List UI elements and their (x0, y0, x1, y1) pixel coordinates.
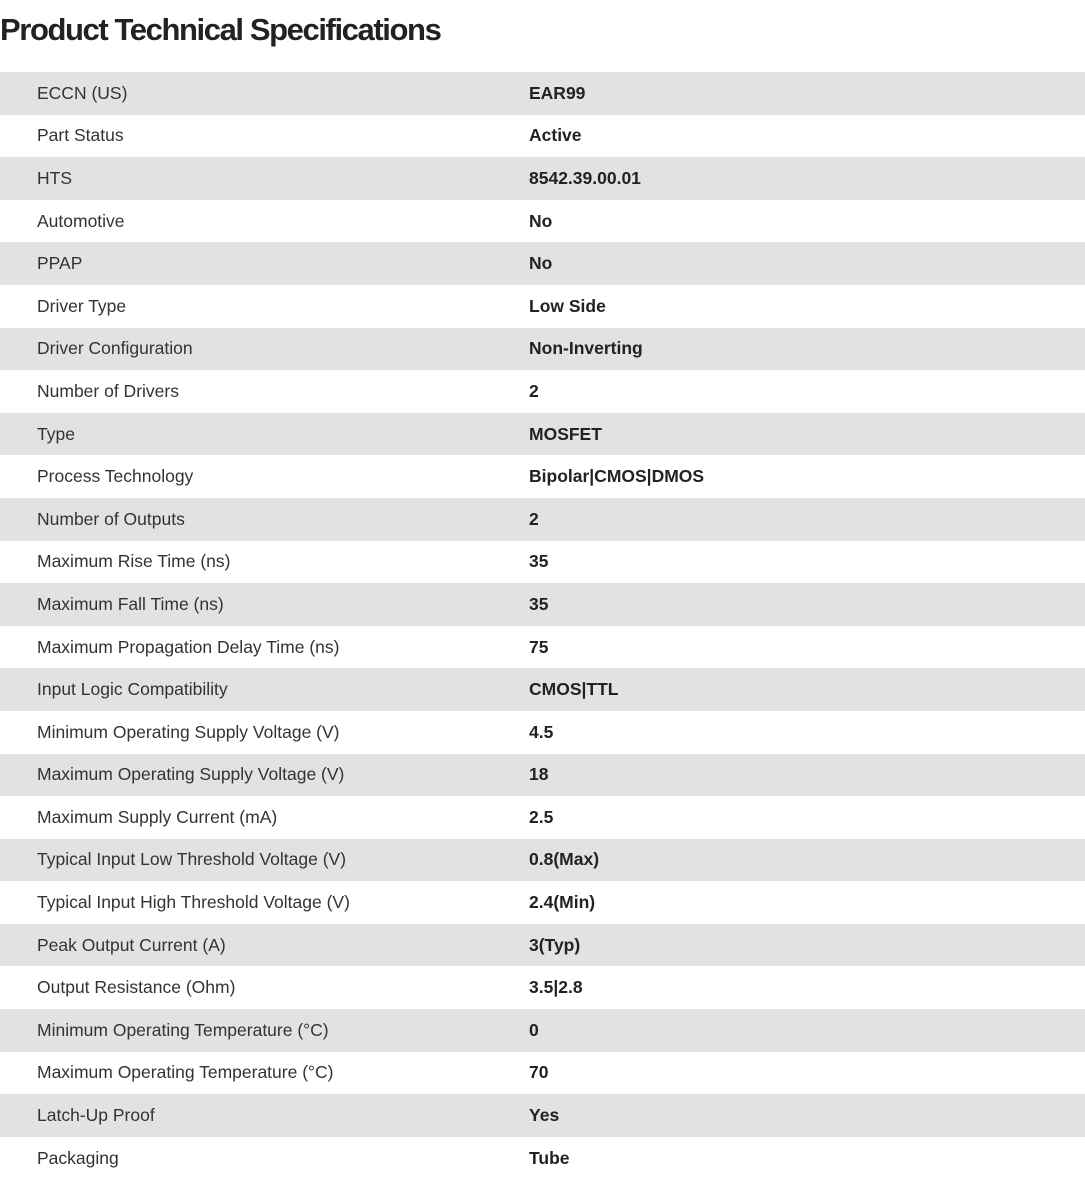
spec-value: EAR99 (529, 82, 586, 103)
page-title: Product Technical Specifications (0, 12, 441, 47)
spec-label: Maximum Operating Supply Voltage (V) (37, 764, 345, 785)
spec-label: Typical Input Low Threshold Voltage (V) (37, 849, 347, 870)
spec-value: Bipolar|CMOS|DMOS (529, 466, 705, 487)
spec-label: Type (37, 423, 75, 444)
spec-value: 70 (529, 1062, 549, 1083)
spec-value: 2 (529, 380, 539, 401)
spec-value: MOSFET (529, 423, 602, 444)
spec-label: Number of Outputs (37, 508, 185, 529)
table-row (0, 200, 1085, 243)
spec-value: 8542.39.00.01 (529, 167, 641, 188)
spec-value: 35 (529, 593, 549, 614)
spec-label: Maximum Supply Current (mA) (37, 806, 278, 827)
spec-value: 75 (529, 636, 549, 657)
spec-label: Maximum Fall Time (ns) (37, 593, 224, 614)
spec-label: Automotive (37, 210, 125, 231)
spec-label: Maximum Operating Temperature (°C) (37, 1062, 334, 1083)
spec-label: HTS (37, 167, 72, 188)
table-row (0, 711, 1085, 754)
table-row (0, 541, 1085, 584)
table-row (0, 115, 1085, 158)
table-row (0, 839, 1085, 882)
spec-value: 4.5 (529, 721, 554, 742)
table-row (0, 455, 1085, 498)
spec-label: Input Logic Compatibility (37, 679, 228, 700)
spec-label: Maximum Propagation Delay Time (ns) (37, 636, 340, 657)
spec-value: CMOS|TTL (529, 679, 619, 700)
table-row (0, 1137, 1085, 1179)
table-row (0, 498, 1085, 541)
spec-value: 2.5 (529, 806, 554, 827)
table-row (0, 796, 1085, 839)
spec-value: 35 (529, 551, 549, 572)
table-row (0, 668, 1085, 711)
spec-label: PPAP (37, 253, 83, 274)
table-row (0, 1052, 1085, 1095)
spec-label: Maximum Rise Time (ns) (37, 551, 231, 572)
spec-value: Yes (529, 1105, 560, 1126)
spec-label: Packaging (37, 1147, 119, 1168)
table-row (0, 370, 1085, 413)
spec-value: 3(Typ) (529, 934, 581, 955)
table-row (0, 413, 1085, 456)
spec-value: Tube (529, 1147, 570, 1168)
table-row (0, 1009, 1085, 1052)
table-row (0, 1094, 1085, 1137)
spec-label: Driver Type (37, 295, 127, 316)
spec-label: Minimum Operating Supply Voltage (V) (37, 721, 340, 742)
table-row (0, 72, 1085, 115)
table-row (0, 583, 1085, 626)
spec-label: Number of Drivers (37, 380, 179, 401)
spec-label: Peak Output Current (A) (37, 934, 226, 955)
spec-value: Low Side (529, 295, 606, 316)
spec-label: Driver Configuration (37, 338, 193, 359)
table-row (0, 242, 1085, 285)
spec-value: Active (529, 125, 582, 146)
spec-label: Output Resistance (Ohm) (37, 977, 236, 998)
table-row (0, 626, 1085, 669)
table-row (0, 881, 1085, 924)
table-row (0, 285, 1085, 328)
table-row (0, 966, 1085, 1009)
spec-label: Part Status (37, 125, 124, 146)
spec-value: 2 (529, 508, 539, 529)
spec-value: Non-Inverting (529, 338, 643, 359)
spec-label: Latch-Up Proof (37, 1105, 155, 1126)
spec-value: No (529, 253, 553, 274)
table-row (0, 924, 1085, 967)
table-row (0, 754, 1085, 797)
spec-label: ECCN (US) (37, 82, 128, 103)
spec-value: 0.8(Max) (529, 849, 600, 870)
spec-value: 2.4(Min) (529, 892, 596, 913)
spec-label: Process Technology (37, 466, 194, 487)
spec-value: No (529, 210, 553, 231)
table-row (0, 157, 1085, 200)
spec-label: Typical Input High Threshold Voltage (V) (37, 892, 350, 913)
spec-label: Minimum Operating Temperature (°C) (37, 1019, 329, 1040)
spec-value: 3.5|2.8 (529, 977, 583, 998)
spec-table (0, 72, 1085, 1179)
spec-value: 0 (529, 1019, 539, 1040)
table-row (0, 328, 1085, 371)
spec-value: 18 (529, 764, 549, 785)
